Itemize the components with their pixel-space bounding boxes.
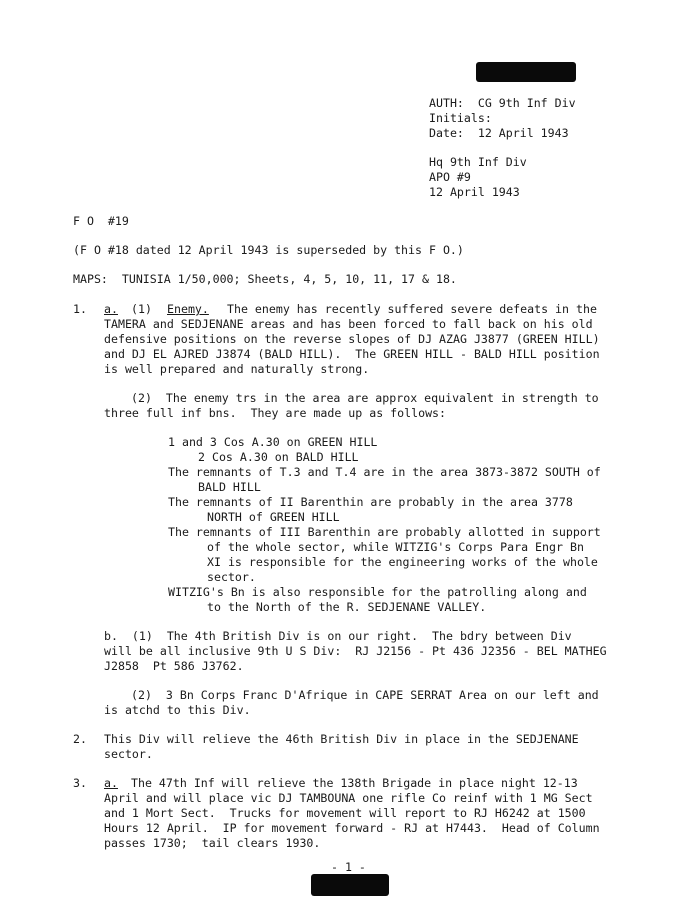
para-1-b-1-line-2: will be all inclusive 9th U S Div: RJ J2156 - Pt 436 J2356 - BEL MATHEG	[104, 644, 607, 658]
date-line: Date: 12 April 1943	[429, 126, 569, 140]
para-1-a-2-line-2: three full inf bns. They are made up as follows:	[104, 406, 447, 420]
para-1-a-2-line-1: (2) The enemy trs in the area are approx equivalent in strength to	[131, 391, 599, 405]
unit-line-5a: The remnants of III Barenthin are probably allotted in support	[168, 525, 601, 539]
initials-line: Initials:	[429, 111, 492, 125]
hq-date-line: 12 April 1943	[429, 185, 520, 199]
unit-line-4a: The remnants of II Barenthin are probably in the area 3778	[168, 495, 573, 509]
unit-line-6b: to the North of the R. SEDJENANE VALLEY.	[207, 600, 487, 614]
enemy-heading: Enemy.	[167, 302, 209, 316]
para-2-line-1: This Div will relieve the 46th British Div in place in the SEDJENANE	[104, 732, 579, 746]
para-3-line-1: The 47th Inf will relieve the 138th Brigade in place night 12-13	[131, 776, 578, 790]
apo-line: APO #9	[429, 170, 471, 184]
para-1-a-1-line-3: defensive positions on the reverse slopes of DJ AZAG J3877 (GREEN HILL)	[104, 332, 600, 346]
unit-line-3a: The remnants of T.3 and T.4 are in the area 3873-3872 SOUTH of	[168, 465, 601, 479]
para-2-line-2: sector.	[104, 747, 153, 761]
unit-line-5d: sector.	[207, 570, 256, 584]
unit-line-1: 1 and 3 Cos A.30 on GREEN HILL	[168, 435, 378, 449]
para-1-a-1-line-4: and DJ EL AJRED J3874 (BALD HILL). The GREEN HILL - BALD HILL position	[104, 347, 600, 361]
auth-line: AUTH: CG 9th Inf Div	[429, 96, 576, 110]
para-1-b-2-line-1: (2) 3 Bn Corps Franc D'Afrique in CAPE SERRAT Area on our left and	[131, 688, 599, 702]
unit-line-2: 2 Cos A.30 on BALD HILL	[198, 450, 359, 464]
para-3-a-label: a.	[104, 776, 118, 790]
para-3-line-2: April and will place vic DJ TAMBOUNA one rifle Co reinf with 1 MG Sect	[104, 791, 593, 805]
hq-line: Hq 9th Inf Div	[429, 155, 527, 169]
para-1-a-1-line-5: is well prepared and naturally strong.	[104, 362, 370, 376]
page-number: - 1 -	[331, 860, 366, 874]
para-1-b-1-line-3: J2858 Pt 586 J3762.	[104, 659, 244, 673]
para-3-line-4: Hours 12 April. IP for movement forward - RJ at H7443. Head of Column	[104, 821, 600, 835]
field-order-number: F O #19	[73, 214, 129, 228]
unit-line-3b: BALD HILL	[198, 480, 261, 494]
unit-line-6a: WITZIG's Bn is also responsible for the patrolling along and	[168, 585, 587, 599]
para-3-number: 3.	[73, 776, 87, 790]
para-1-a-label: a.	[104, 302, 118, 316]
unit-line-4b: NORTH of GREEN HILL	[207, 510, 340, 524]
maps-line: MAPS: TUNISIA 1/50,000; Sheets, 4, 5, 10, 11, 17 & 18.	[73, 272, 457, 286]
supersede-note: (F O #18 dated 12 April 1943 is superseded by this F O.)	[73, 243, 464, 257]
unit-line-5b: of the whole sector, while WITZIG's Corps Para Engr Bn	[207, 540, 584, 554]
para-1-a-1-line-2: TAMERA and SEDJENANE areas and has been forced to fall back on his old	[104, 317, 593, 331]
para-1-b-1-line-1: b. (1) The 4th British Div is on our right. The bdry between Div	[104, 629, 572, 643]
redaction-bar-top	[476, 62, 576, 82]
para-2-number: 2.	[73, 732, 87, 746]
redaction-bar-bottom	[311, 874, 389, 896]
unit-line-5c: XI is responsible for the engineering works of the whole	[207, 555, 598, 569]
para-1-a-1-line-1: The enemy has recently suffered severe defeats in the	[227, 302, 597, 316]
para-3-line-3: and 1 Mort Sect. Trucks for movement will report to RJ H6242 at 1500	[104, 806, 586, 820]
para-1-number: 1.	[73, 302, 87, 316]
para-1-a-1-label: (1)	[131, 302, 152, 316]
para-1-b-2-line-2: is atchd to this Div.	[104, 703, 251, 717]
para-3-line-5: passes 1730; tail clears 1930.	[104, 836, 321, 850]
